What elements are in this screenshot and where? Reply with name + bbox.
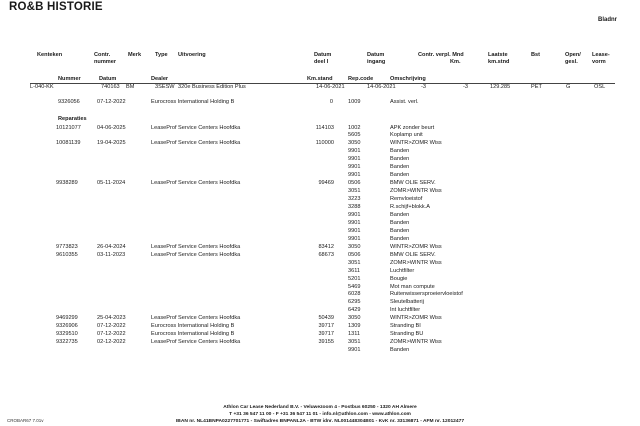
repair-omschrijving: R.schijf+blokk.A: [390, 204, 430, 210]
vehicle-uitvoering: 320e Business Edition Plus: [178, 84, 246, 90]
vehicle-type: 3SESW: [155, 84, 175, 90]
repair-rep-code: 6295: [348, 299, 361, 306]
repair-datum: 19-04-2025: [97, 140, 126, 147]
repair-nummer: 9322735: [56, 339, 78, 346]
repair-km-stand: 83412: [318, 243, 334, 250]
repair-omschrijving: APK zonder beurt: [390, 124, 435, 131]
subheader-dealer: Dealer: [151, 76, 169, 82]
repair-nummer: 9610355: [56, 251, 78, 258]
repair-km-stand: 99469: [318, 180, 334, 187]
repair-omschrijving: Bougie: [390, 275, 408, 282]
repair-omschrijving: Banden: [390, 227, 410, 234]
repair-omschrijving: WINTR>ZOMR Wiss: [390, 315, 442, 322]
vehicle-contract: 740163: [101, 84, 120, 90]
repair-rep-code: 3050: [348, 315, 361, 322]
repair-km-stand: 50439: [318, 315, 334, 322]
header-datum-ingang: Datum ingang: [367, 52, 386, 65]
subheader-datum: Datum: [99, 76, 117, 82]
repair-omschrijving: Banden: [390, 347, 410, 354]
repair-rep-code: 9901: [348, 164, 361, 171]
vehicle-open-gesl: G: [566, 84, 571, 90]
repair-datum: 02-12-2022: [97, 339, 126, 346]
repair-omschrijving: ZOMR>WINTR Wiss: [390, 188, 442, 195]
reparaties-heading: Reparaties: [58, 116, 87, 122]
repair-omschrijving: Koplamp unit: [390, 132, 423, 139]
vehicle-datum-deel-i: 14-06-2021: [316, 84, 345, 90]
repair-omschrijving: Int luchtfilter: [390, 307, 421, 314]
repair-omschrijving: WINTR>ZOMR Wiss: [390, 243, 442, 250]
header-datum-deel-i: Datum deel I: [314, 52, 332, 65]
repair-nummer: 9329510: [56, 331, 78, 338]
repair-dealer: Eurocross International Holding B: [151, 323, 235, 330]
repair-rep-code: 0506: [348, 251, 361, 258]
repair-dealer: LeaseProf Service Centers Hoofdka: [151, 140, 241, 147]
assist-code: 1009: [348, 99, 361, 105]
repair-rep-code: 6028: [348, 291, 361, 298]
repair-rep-code: 0506: [348, 180, 361, 187]
header-laatste-km-stnd: Laatste km.stnd: [488, 52, 510, 65]
repair-rep-code: 1311: [348, 331, 361, 338]
repair-datum: 04-06-2025: [97, 124, 126, 131]
header-lease-vorm: Lease- vorm: [592, 52, 610, 65]
repair-rep-code: 3051: [348, 339, 361, 346]
repair-dealer: Eurocross International Holding B: [151, 331, 235, 338]
repair-rep-code: 9901: [348, 219, 361, 226]
repair-rep-code: 9901: [348, 347, 361, 354]
repair-omschrijving: Banden: [390, 235, 410, 242]
repair-rep-code: 1002: [348, 124, 361, 131]
assist-datum: 07-12-2022: [97, 99, 126, 105]
assist-dealer: Eurocross International Holding B: [151, 99, 235, 105]
header-uitvoering: Uitvoering: [178, 52, 206, 58]
vehicle-laatste-km: 129.285: [490, 84, 511, 90]
repair-dealer: LeaseProf Service Centers Hoofdka: [151, 315, 241, 322]
repair-omschrijving: BMW OLIE SERV.: [390, 251, 436, 258]
vehicle-datum-ingang: 14-06-2021: [367, 84, 396, 90]
repair-dealer: LeaseProf Service Centers Hoofdka: [151, 243, 241, 250]
header-contr-nummer: Contr. nummer: [94, 52, 117, 65]
repair-omschrijving: Sleutelbatterij: [390, 299, 424, 306]
repair-rep-code: 3050: [348, 243, 361, 250]
repair-rep-code: 3223: [348, 196, 361, 203]
vehicle-bst: PET: [531, 84, 542, 90]
repair-nummer: 9938289: [56, 180, 78, 187]
repair-omschrijving: BMW OLIE SERV.: [390, 180, 436, 187]
repair-omschrijving: Stranding BU: [390, 331, 424, 338]
repair-rep-code: 9901: [348, 156, 361, 163]
page-title: RO&B HISTORIE: [9, 1, 103, 13]
header-type: Type: [155, 52, 168, 58]
footer-contact: T +31 36 547 11 00 - F +31 36 547 11 01 - info.nl@athlon.com - www.athlon.com: [229, 412, 411, 417]
repair-omschrijving: Ruitenwissersproeiervloeistof: [390, 291, 463, 298]
repair-omschrijving: Banden: [390, 148, 410, 155]
vehicle-kenteken: L-040-KK: [30, 84, 54, 90]
header-bst: Bst: [531, 52, 541, 58]
repair-km-stand: 114103: [315, 124, 334, 131]
repair-rep-code: 5201: [348, 275, 361, 282]
repair-km-stand: 39717: [318, 331, 334, 338]
form-code: CROBAR67 7.01v: [7, 418, 44, 423]
repair-nummer: 9326906: [56, 323, 78, 330]
header-open-gesl: Open/ gesl.: [565, 52, 581, 65]
footer-address: Athlon Car Lease Nederland B.V. - Veluwezoom 4 - Postbus 60250 - 1320 AH Almere: [223, 405, 417, 410]
vehicle-merk: BM: [126, 84, 135, 90]
repair-omschrijving: Banden: [390, 164, 410, 171]
repair-omschrijving: Luchtfilter: [390, 267, 415, 274]
header-merk: Merk: [128, 52, 142, 58]
assist-km: 0: [329, 99, 333, 105]
repair-omschrijving: WINTR>ZOMR Wiss: [390, 140, 442, 147]
repair-rep-code: 9901: [348, 211, 361, 218]
repair-rep-code: 9901: [348, 172, 361, 179]
repair-rep-code: 3611: [348, 267, 361, 274]
repair-rep-code: 5469: [348, 283, 361, 290]
repair-dealer: LeaseProf Service Centers Hoofdka: [151, 124, 241, 131]
assist-omschrijving: Assist. verl.: [390, 99, 419, 105]
repair-omschrijving: ZOMR>WINTR Wiss: [390, 339, 442, 346]
repair-datum: 07-12-2022: [97, 323, 126, 330]
repair-omschrijving: Stranding BI: [390, 323, 421, 330]
footer-bank-details: IBAN nr. NL41BNPA0227701771 - Swiftadres BNPANL2A - BTW idnr. NL001448304B01 - KvK nr. 33136871 - AFM nr. 12012477: [175, 419, 465, 424]
repair-dealer: LeaseProf Service Centers Hoofdka: [151, 251, 241, 258]
repair-omschrijving: Mot man compute: [390, 283, 435, 290]
repair-datum: 05-11-2024: [97, 180, 126, 187]
repair-rep-code: 9901: [348, 227, 361, 234]
repair-rep-code: 6429: [348, 307, 361, 314]
repair-omschrijving: Banden: [390, 219, 410, 226]
repair-dealer: LeaseProf Service Centers Hoofdka: [151, 180, 241, 187]
subheader-rep-code: Rep.code: [348, 76, 374, 82]
repair-km-stand: 39717: [318, 323, 334, 330]
repair-omschrijving: Remvloeistof: [390, 196, 423, 203]
repair-nummer: 9773823: [56, 243, 78, 250]
header-km: Km.: [450, 59, 461, 65]
vehicle-km: -3: [463, 84, 468, 90]
repair-nummer: 9469299: [56, 315, 78, 322]
vehicle-lease-vorm: OSL: [594, 84, 606, 90]
repair-rep-code: 9901: [348, 148, 361, 155]
repair-omschrijving: Banden: [390, 172, 410, 179]
repair-rep-code: 3051: [348, 188, 361, 195]
repair-km-stand: 68673: [318, 251, 334, 258]
repair-rep-code: 3051: [348, 259, 361, 266]
repair-omschrijving: ZOMR>WINTR Wiss: [390, 259, 442, 266]
repair-omschrijving: Banden: [390, 211, 410, 218]
repair-datum: 03-11-2023: [97, 251, 126, 258]
repair-omschrijving: Banden: [390, 156, 410, 163]
repair-rep-code: 9901: [348, 235, 361, 242]
repair-nummer: 10081139: [56, 140, 81, 147]
assist-nummer: 9326056: [58, 99, 80, 105]
repair-rep-code: 5605: [348, 132, 361, 139]
repair-rep-code: 3288: [348, 204, 361, 210]
subheader-omschrijving: Omschrijving: [390, 76, 426, 82]
repair-km-stand: 39155: [318, 339, 334, 346]
page-number-label: Bladnr: [598, 17, 618, 23]
header-contr-verpl-mnd: Contr. verpl. Mnd: [418, 52, 464, 58]
subheader-km-stand: Km.stand: [307, 76, 333, 82]
header-kenteken: Kenteken: [37, 52, 63, 58]
repair-rep-code: 3050: [348, 140, 361, 147]
subheader-nummer: Nummer: [58, 76, 81, 82]
repair-datum: 26-04-2024: [97, 243, 126, 250]
repair-datum: 25-04-2023: [97, 315, 126, 322]
repair-nummer: 10121077: [56, 124, 81, 131]
repair-dealer: LeaseProf Service Centers Hoofdka: [151, 339, 241, 346]
repair-rep-code: 1309: [348, 323, 361, 330]
vehicle-mnd: -3: [421, 84, 426, 90]
repair-datum: 07-12-2022: [97, 331, 126, 338]
repair-km-stand: 110000: [315, 140, 334, 147]
